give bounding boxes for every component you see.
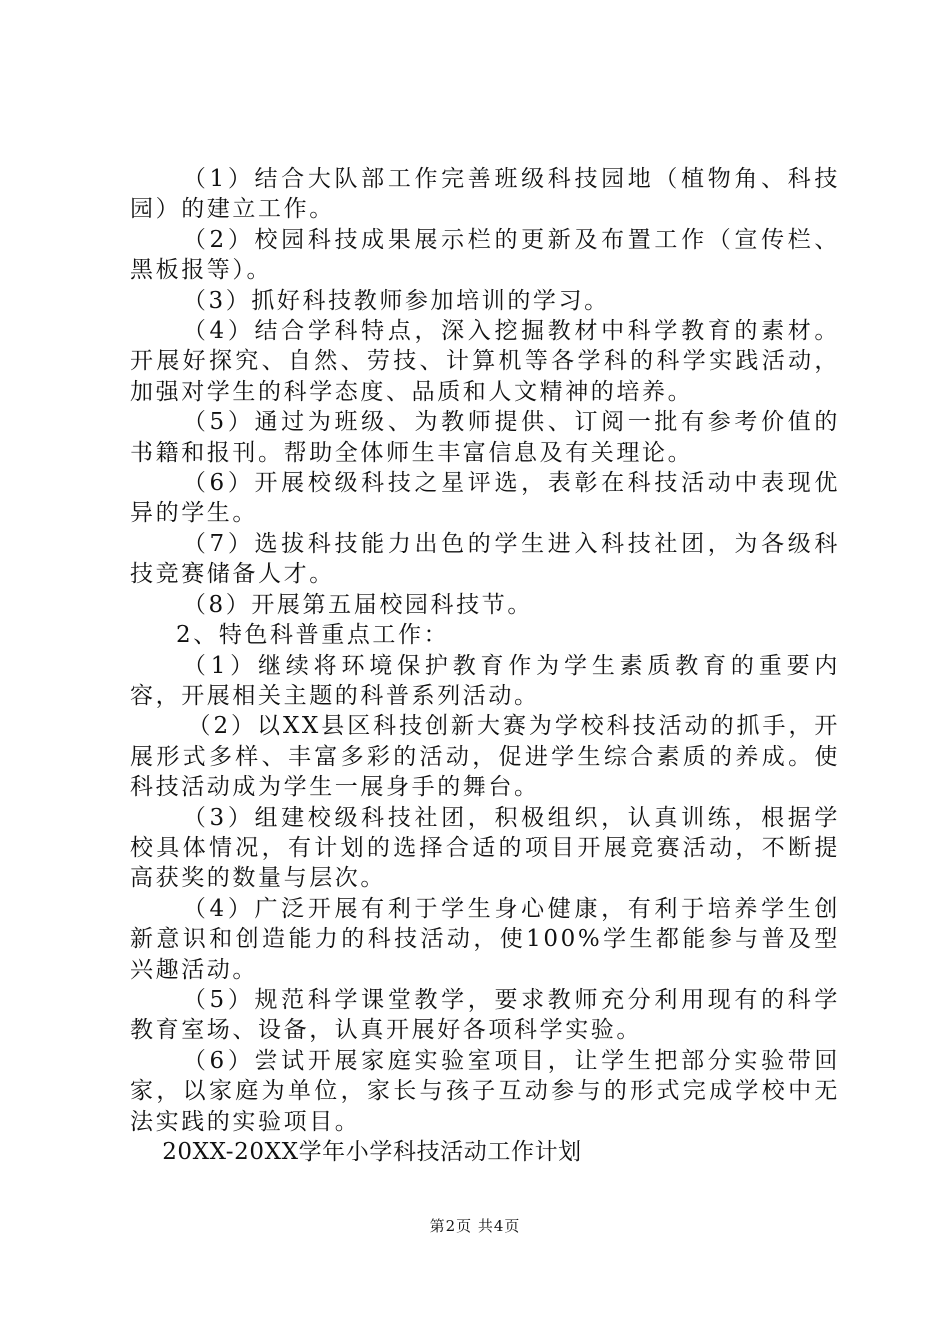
- paragraph-1-2: （2）校园科技成果展示栏的更新及布置工作（宣传栏、黑板报等）。: [130, 226, 840, 284]
- paragraph-2-3: （3）组建校级科技社团，积极组织，认真训练，根据学校具体情况，有计划的选择合适的项目开展竞赛活动，不断提高获奖的数量与层次。: [130, 804, 840, 892]
- paragraph-2-1: （1）继续将环境保护教育作为学生素质教育的重要内容，开展相关主题的科普系列活动。: [130, 652, 840, 709]
- paragraph-1-8: （8）开展第五届校园科技节。: [182, 591, 533, 618]
- paragraph-2-5: （5）规范科学课堂教学，要求教师充分利用现有的科学教育室场、设备，认真开展好各项科学实验。: [130, 986, 840, 1044]
- paragraph-1-5: （5）通过为班级、为教师提供、订阅一批有参考价值的书籍和报刊。帮助全体师生丰富信息及有关理论。: [130, 409, 840, 466]
- paragraph-2-2: （2）以XX县区科技创新大赛为学校科技活动的抓手，开展形式多样、丰富多彩的活动，促进学生综合素质的养成。使科技活动成为学生一展身手的舞台。: [130, 713, 840, 801]
- document-body: [130, 164, 840, 1167]
- paragraph-1-1: （1）结合大队部工作完善班级科技园地（植物角、科技园）的建立工作。: [130, 166, 840, 223]
- page-number: 第2页 共4页: [429, 1217, 521, 1235]
- paragraph-1-7: （7）选拔科技能力出色的学生进入科技社团，为各级科技竞赛储备人才。: [130, 530, 840, 588]
- section-heading: 2、特色科普重点工作：: [176, 622, 450, 649]
- paragraph-2-4: （4）广泛开展有利于学生身心健康，有利于培养学生创新意识和创造能力的科技活动，使100%学生都能参与普及型兴趣活动。: [130, 895, 840, 983]
- paragraph-1-3: （3）抓好科技教师参加培训的学习。: [182, 287, 610, 314]
- document-title: 20XX-20XX学年小学科技活动工作计划: [162, 1139, 582, 1165]
- paragraph-2-6: （6）尝试开展家庭实验室项目，让学生把部分实验带回家，以家庭为单位，家长与孩子互动参与的形式完成学校中无法实践的实验项目。: [130, 1047, 840, 1135]
- paragraph-1-6: （6）开展校级科技之星评选，表彰在科技活动中表现优异的学生。: [130, 470, 840, 527]
- paragraph-1-4: （4）结合学科特点，深入挖掘教材中科学教育的素材。开展好探究、自然、劳技、计算机等各学科的科学实践活动，加强对学生的科学态度、品质和人文精神的培养。: [130, 318, 840, 405]
